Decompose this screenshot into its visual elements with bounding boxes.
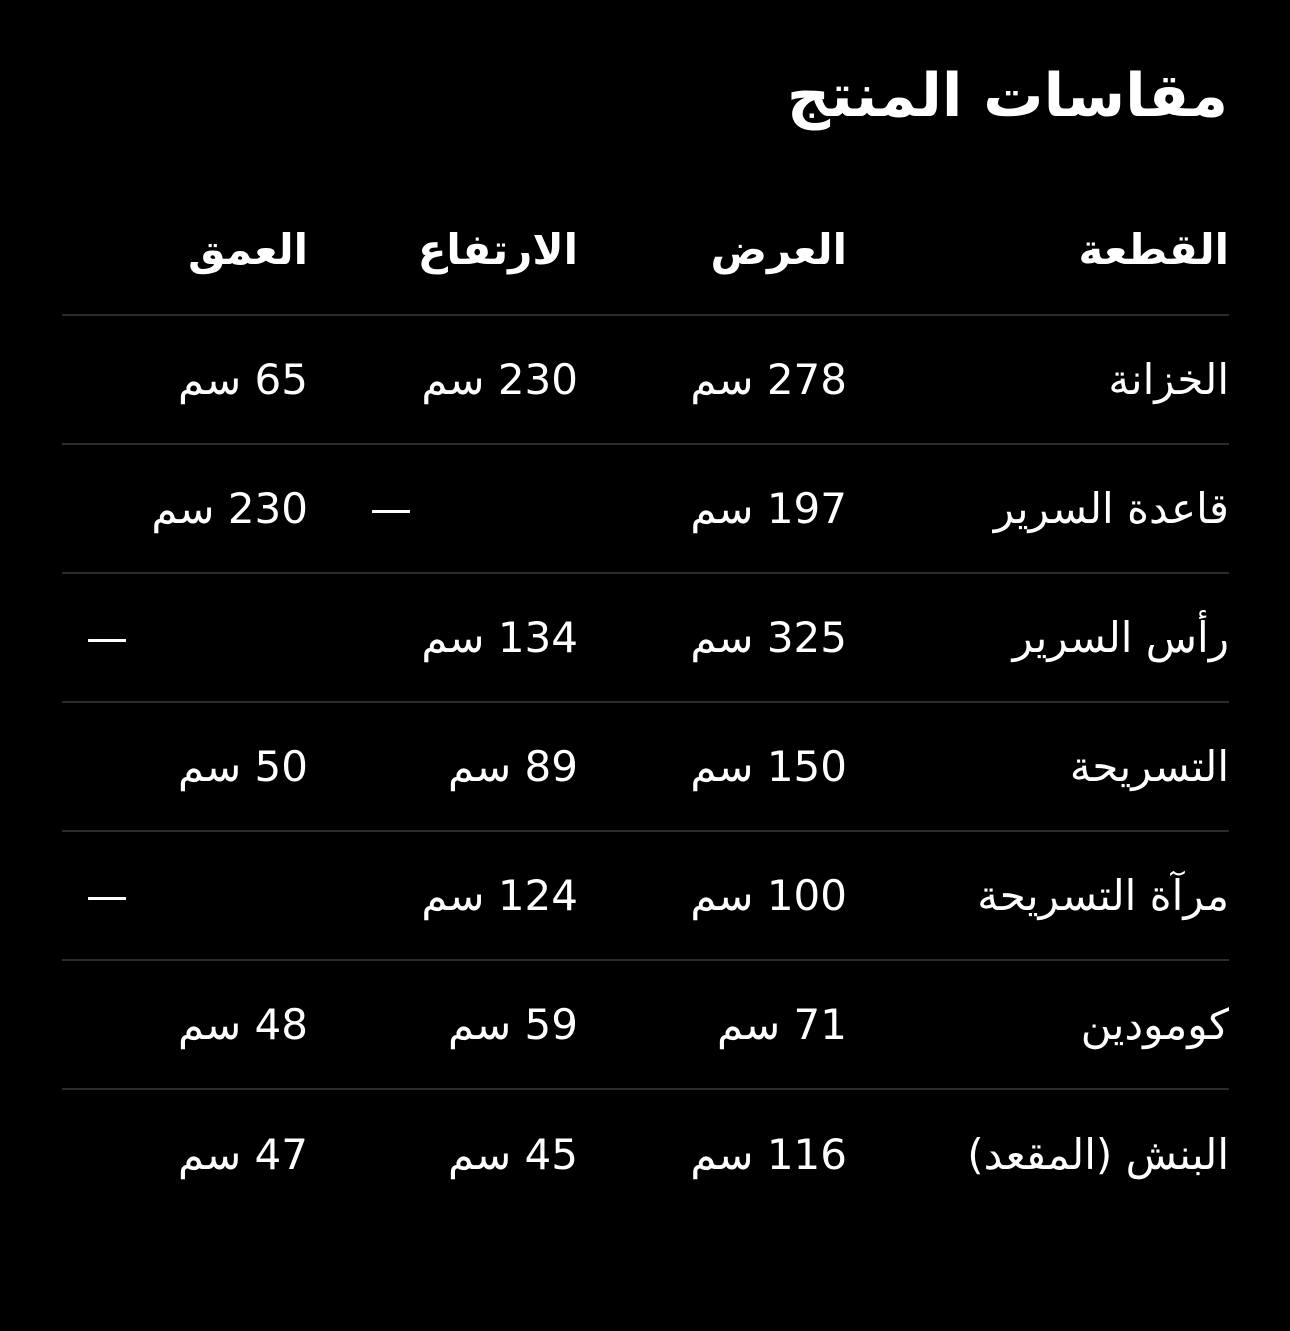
cell-piece: البنش (المقعد): [967, 1130, 1229, 1179]
cell-width: 150 سم: [690, 742, 847, 791]
header-piece: القطعة: [1078, 224, 1229, 274]
cell-width: 116 سم: [690, 1130, 847, 1179]
cell-piece: قاعدة السرير: [993, 484, 1229, 533]
cell-width: 197 سم: [690, 484, 847, 533]
dash-mark: —: [370, 484, 412, 533]
cell-piece: الخزانة: [1108, 355, 1229, 404]
table-row: [62, 961, 1229, 1090]
table-row: [62, 832, 1229, 961]
dash-mark: —: [86, 613, 128, 662]
cell-depth: 48 سم: [178, 1000, 308, 1049]
cell-depth-empty: [62, 832, 308, 959]
cell-width: 71 سم: [717, 1000, 847, 1049]
table-row: [62, 316, 1229, 445]
cell-piece: مرآة التسريحة: [977, 871, 1229, 920]
page-title: مقاسات المنتج: [786, 61, 1228, 131]
header-depth: العمق: [188, 224, 308, 274]
table-row: [62, 703, 1229, 832]
cell-width: 100 سم: [690, 871, 847, 920]
dimensions-table: [62, 184, 1229, 1219]
cell-width: 325 سم: [690, 613, 847, 662]
cell-depth: 50 سم: [178, 742, 308, 791]
cell-depth-empty: [62, 574, 308, 701]
cell-height: 124 سم: [421, 871, 578, 920]
cell-width: 278 سم: [690, 355, 847, 404]
cell-depth: 65 سم: [178, 355, 308, 404]
cell-depth: 47 سم: [178, 1130, 308, 1179]
cell-piece: رأس السرير: [1012, 613, 1229, 662]
cell-height: 89 سم: [448, 742, 578, 791]
cell-height: 45 سم: [448, 1130, 578, 1179]
cell-piece: كومودين: [1080, 1000, 1229, 1049]
cell-piece: التسريحة: [1069, 742, 1229, 791]
header-width: العرض: [710, 224, 847, 274]
table-header-row: [62, 184, 1229, 316]
cell-height: 230 سم: [421, 355, 578, 404]
table-row: [62, 1090, 1229, 1219]
table-row: [62, 574, 1229, 703]
cell-height: 134 سم: [421, 613, 578, 662]
cell-height: 59 سم: [448, 1000, 578, 1049]
dash-mark: —: [86, 871, 128, 920]
table-row: [62, 445, 1229, 574]
cell-depth: 230 سم: [151, 484, 308, 533]
header-height: الارتفاع: [417, 224, 578, 274]
cell-height-empty: [328, 445, 578, 572]
